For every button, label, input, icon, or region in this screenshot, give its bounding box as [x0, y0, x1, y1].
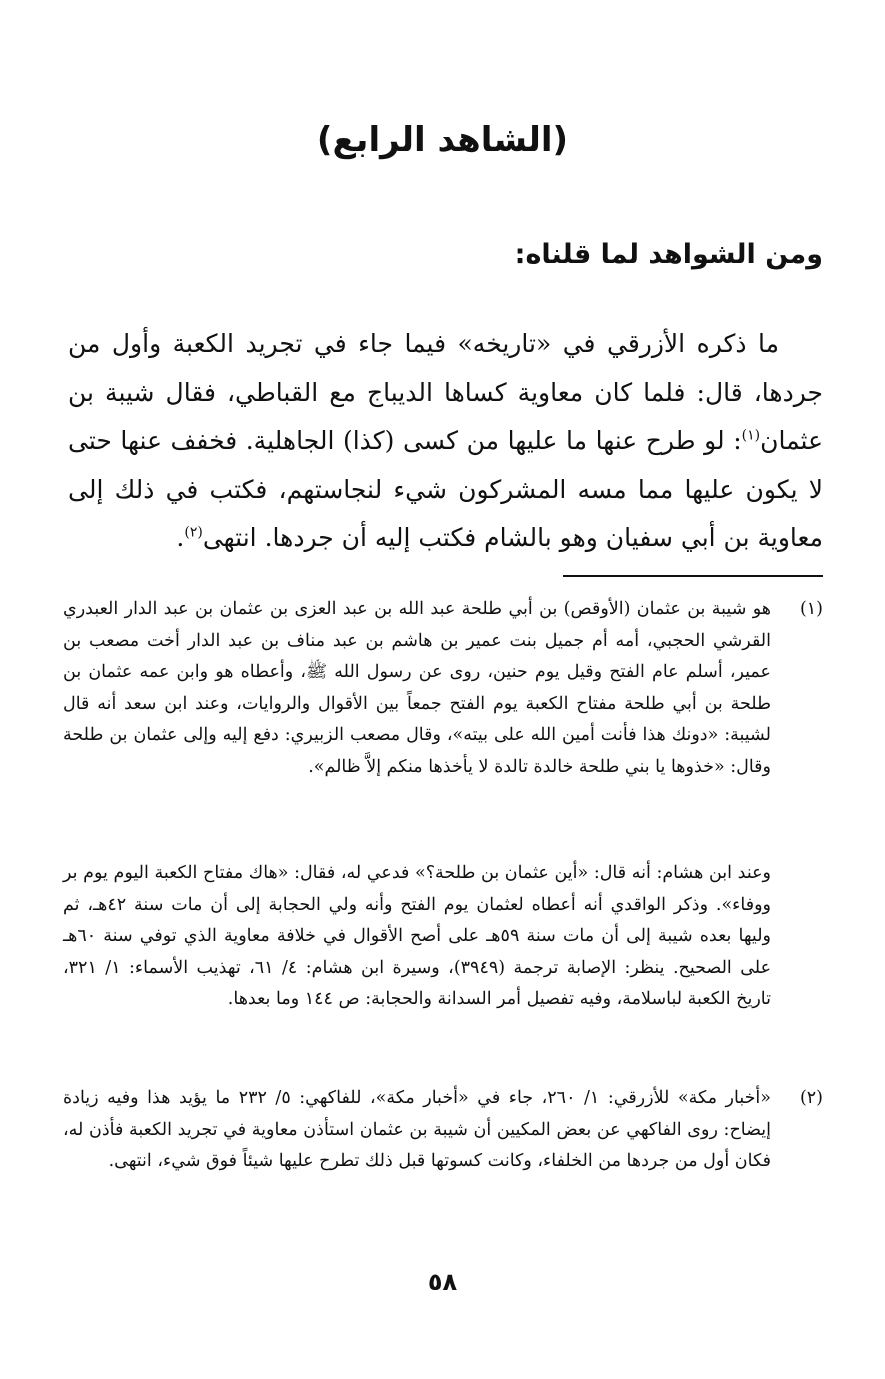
footnote-2-paragraph-1: «أخبار مكة» للأزرقي: ١/ ٢٦٠، جاء في «أخبار مكة»، للفاكهي: ٥/ ٢٣٢ ما يؤيد هذا وفيه زيادة إيضاح: روى الفاكهي عن بعض المكيين أن شيبة بن عثمان استأذن معاوية في تجريد الكعبة فأذن له، فكان أول من جردها من الخلفاء، وكانت كسوتها قبل ذلك تطرح عليها شيئاً فوق شيء، انتهى.	[63, 1088, 771, 1171]
footnote-divider	[563, 575, 823, 577]
footnote-1-continued	[63, 858, 823, 1016]
main-text-part-2: : لو طرح عنها ما عليها من كسى (كذا) الجاهلية. فخفف عنها حتى لا يكون عليها مما مسه المشركون شيء لنجاستهم، فكتب في ذلك إلى معاوية بن أبي سفيان وهو بالشام فكتب إليه أن جردها. انتهى	[68, 426, 823, 552]
main-text-part-1: ما ذكره الأزرقي في «تاريخه» فيما جاء في تجريد الكعبة وأول من جردها، قال: فلما كان معاوية كساها الديباج مع القباطي، فقال شيبة بن عثمان	[68, 329, 823, 455]
footnote-1-number: (١)	[799, 599, 823, 619]
intro-heading: ومن الشواهد لما قلناه:	[514, 239, 823, 270]
main-paragraph	[68, 320, 823, 563]
footnote-ref-1: (١)	[741, 427, 761, 444]
footnote-2	[63, 1083, 823, 1178]
footnote-1	[63, 594, 823, 783]
main-text-end: .	[176, 523, 185, 552]
footnote-1-paragraph-1: هو شيبة بن عثمان (الأوقص) بن أبي طلحة عبد الله بن عبد العزى بن عثمان بن عبد الدار العبدري القرشي الحجبي، أمه أم جميل بنت عمير بن هاشم بن عبد مناف بن عبد الدار أخت مصعب بن عمير، أسلم عام الفتح وقيل يوم حنين، روى عن رسول الله ﷺ، وأعطاه هو وابن عمه عثمان بن طلحة بن أبي طلحة مفتاح الكعبة يوم الفتح جمعاً بين الأقوال والروايات، وعند ابن سعد أنه قال لشيبة: «دونك هذا فأنت أمين الله على بيته»، وقال مصعب الزبيري: دفع إليه وإلى عثمان بن طلحة وقال: «خذوها يا بني طلحة خالدة تالدة لا يأخذها منكم إلاَّ ظالم».	[63, 599, 771, 777]
footnote-2-number: (٢)	[799, 1088, 823, 1108]
footnote-ref-2: (٢)	[184, 524, 203, 541]
page-number: ٥٨	[427, 1268, 458, 1296]
footnote-1-paragraph-2: وعند ابن هشام: أنه قال: «أين عثمان بن طلحة؟» فدعي له، فقال: «هاك مفتاح الكعبة اليوم يوم بر ووفاء». وذكر الواقدي أنه أعطاه لعثمان يوم الفتح وأنه ولي الحجابة إلى أن مات سنة ٤٢هـ، ثم وليها بعده شيبة إلى أن مات سنة ٥٩هـ على أصح الأقوال في خلافة معاوية الذي توفي سنة ٦٠هـ على الصحيح. ينظر: الإصابة ترجمة (٣٩٤٩)، وسيرة ابن هشام: ٤/ ٦١، تهذيب الأسماء: ١/ ٣٢١، تاريخ الكعبة لباسلامة، وفيه تفصيل أمر السدانة والحجابة: ص ١٤٤ وما بعدها.	[63, 863, 772, 1009]
chapter-title: (الشاهد الرابع)	[316, 120, 569, 160]
